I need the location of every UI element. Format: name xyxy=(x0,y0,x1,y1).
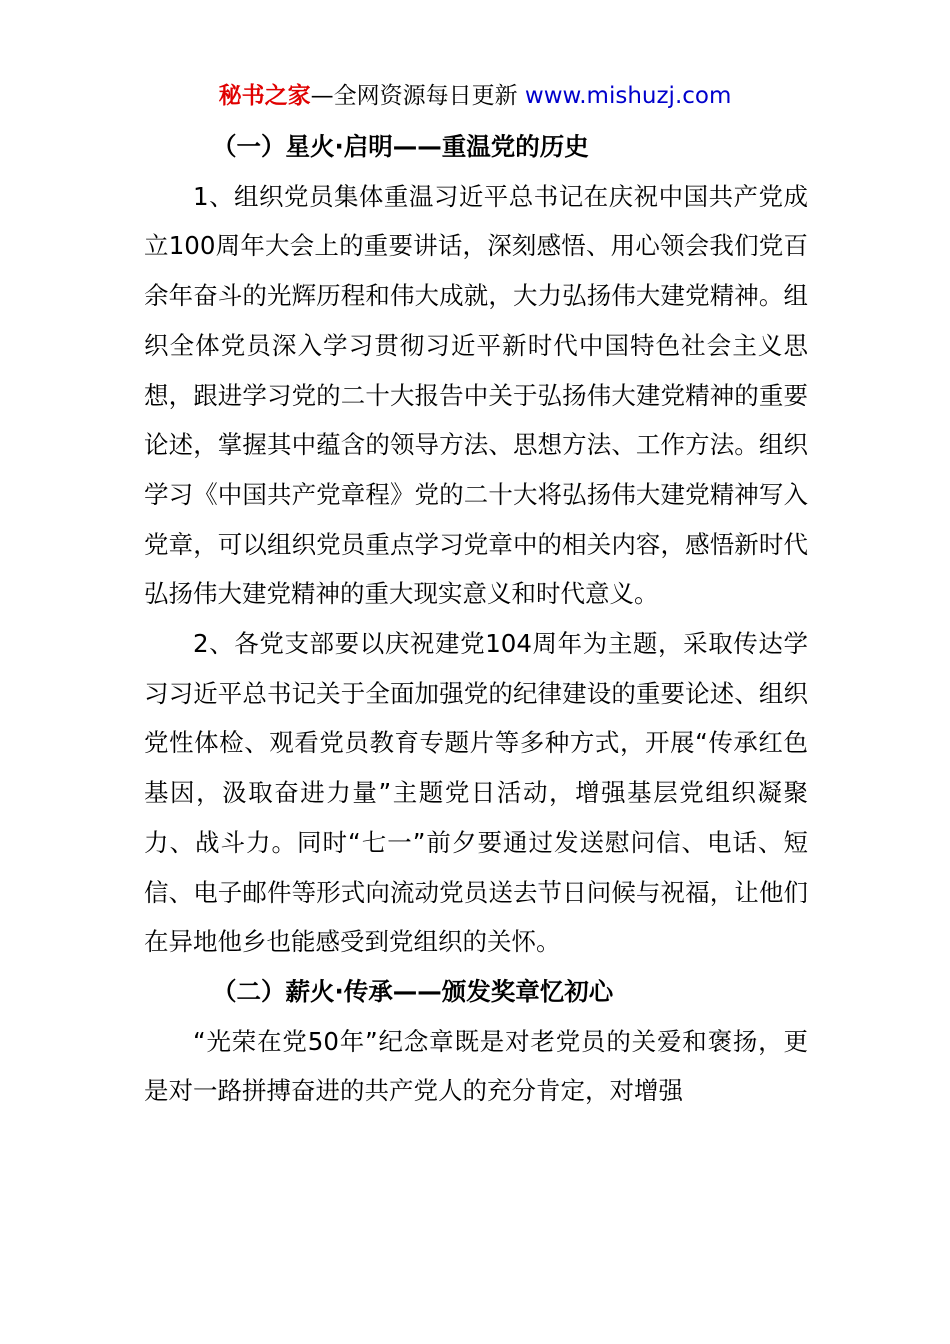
site-url-link[interactable]: www.mishuzj.com xyxy=(524,83,732,109)
paragraph-2: 2、各党支部要以庆祝建党104周年为主题，采取传达学习习近平总书记关于全面加强党的纪律建设的重要论述、组织党性体检、观看党员教育专题片等多种方式，开展“传承红色基因，汲取奋进力量”主题党日活动，增强基层党组织凝聚力、战斗力。同时“七一”前夕要通过发送慰问信、电话、短信、电子邮件等形式向流动党员送去节日问候与祝福，让他们在异地他乡也能感受到党组织的关怀。 xyxy=(144,629,808,957)
brand-name: 秘书之家 xyxy=(218,83,311,109)
section-heading-2: （二）薪火·传承——颁发奖章忆初心 xyxy=(212,976,614,1006)
paragraph-3: “光荣在党50年”纪念章既是对老党员的关爱和褒扬，更是对一路拼搏奋进的共产党人的充分肯定，对增强 xyxy=(144,1026,808,1106)
paragraph-1: 1、组织党员集体重温习近平总书记在庆祝中国共产党成立100周年大会上的重要讲话，深刻感悟、用心领会我们党百余年奋斗的光辉历程和伟大成就，大力弘扬伟大建党精神。组织全体党员深入学习贯彻习近平新时代中国特色社会主义思想，跟进学习党的二十大报告中关于弘扬伟大建党精神的重要论述，掌握其中蕴含的领导方法、思想方法、工作方法。组织学习《中国共产党章程》党的二十大将弘扬伟大建党精神写入党章，可以组织党员重点学习党章中的相关内容，感悟新时代弘扬伟大建党精神的重大现实意义和时代意义。 xyxy=(144,181,808,609)
document-body xyxy=(144,122,808,1116)
header-tagline: —全网资源每日更新 xyxy=(310,83,525,109)
site-header xyxy=(0,80,950,112)
section-heading-1: （一）星火·启明——重温党的历史 xyxy=(212,132,589,161)
